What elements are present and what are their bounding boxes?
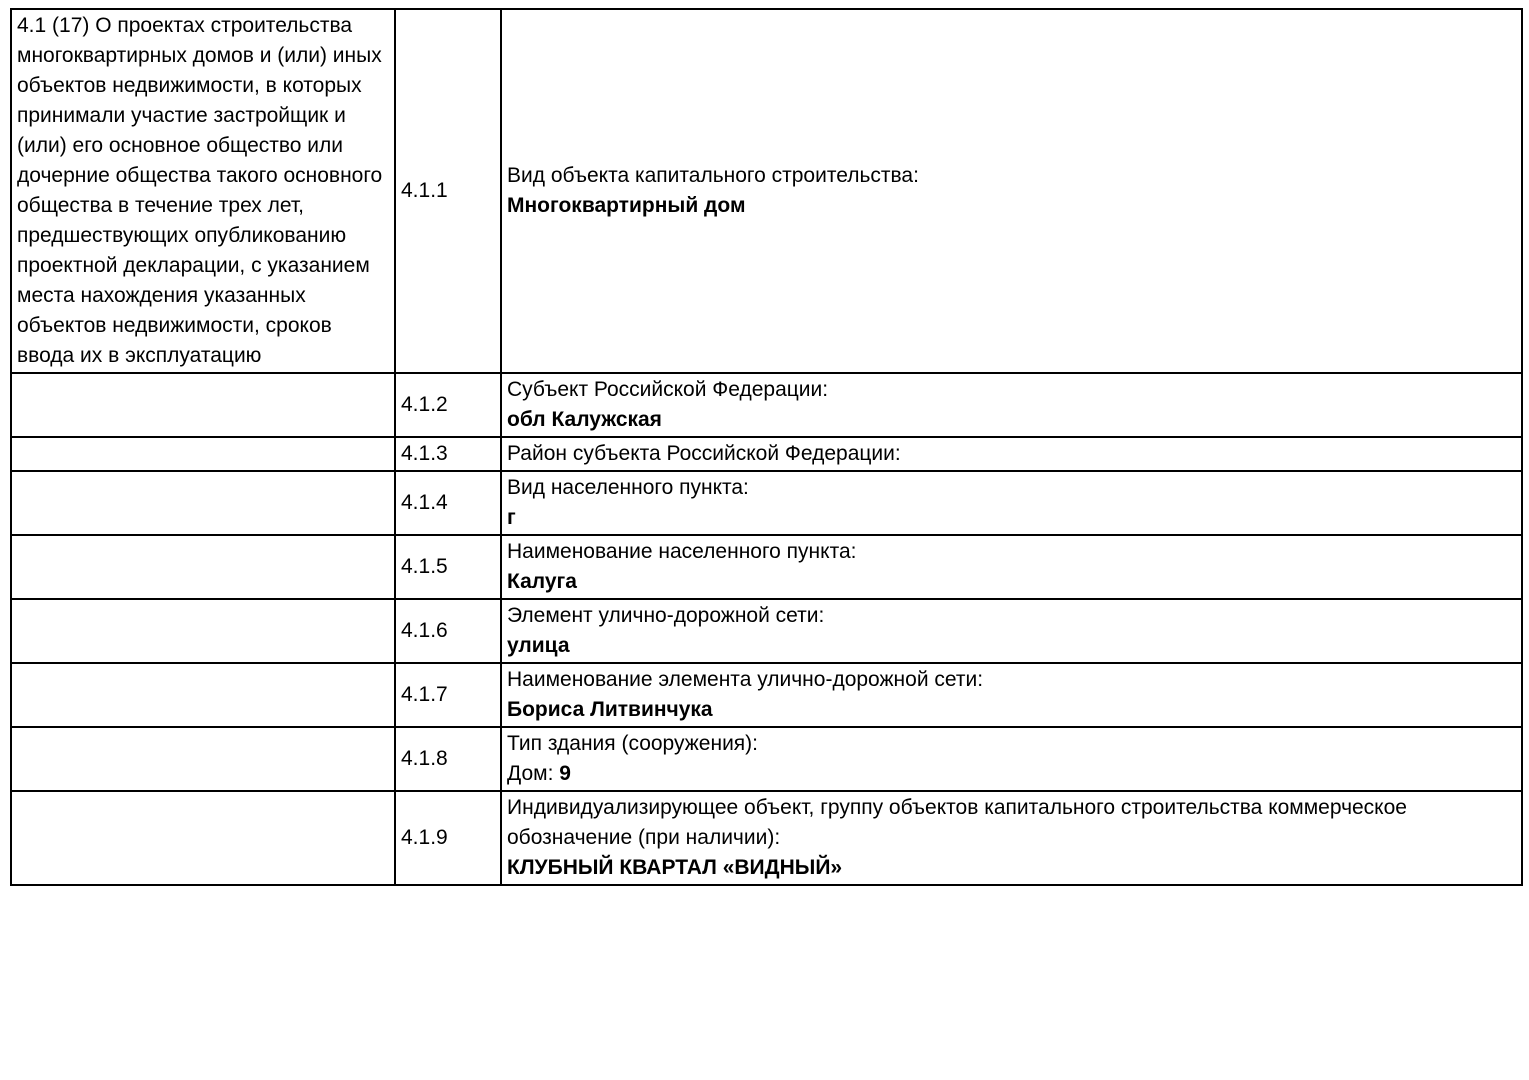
row-code: 4.1.7 [395, 663, 501, 727]
table-row [11, 437, 1522, 471]
empty-description-cell [11, 791, 395, 885]
empty-description-cell [11, 471, 395, 535]
empty-description-cell [11, 663, 395, 727]
field-label: Индивидуализирующее объект, группу объектов капитального строительства коммерческое обозначение (при наличии): [507, 796, 1407, 849]
row-content-cell [501, 727, 1522, 791]
field-value: Бориса Литвинчука [507, 698, 713, 721]
table-row [11, 663, 1522, 727]
field-value: Многоквартирный дом [507, 194, 746, 217]
field-label: Наименование населенного пункта: [507, 540, 857, 563]
row-code: 4.1.9 [395, 791, 501, 885]
empty-description-cell [11, 535, 395, 599]
field-label: Район субъекта Российской Федерации: [507, 442, 901, 465]
row-code: 4.1.5 [395, 535, 501, 599]
row-content-cell [501, 9, 1522, 373]
field-value-line [507, 405, 1516, 435]
empty-description-cell [11, 727, 395, 791]
empty-description-cell [11, 599, 395, 663]
row-content-cell [501, 599, 1522, 663]
field-label: Тип здания (сооружения): [507, 732, 758, 755]
table-row [11, 471, 1522, 535]
field-value-line [507, 503, 1516, 533]
field-value-line [507, 853, 1516, 883]
field-value-line [507, 631, 1516, 661]
table-row [11, 599, 1522, 663]
row-content-cell [501, 663, 1522, 727]
field-value: 9 [559, 762, 571, 785]
row-code: 4.1.6 [395, 599, 501, 663]
field-label: Субъект Российской Федерации: [507, 378, 829, 401]
empty-description-cell [11, 373, 395, 437]
row-content-cell [501, 373, 1522, 437]
field-value: КЛУБНЫЙ КВАРТАЛ «ВИДНЫЙ» [507, 856, 843, 879]
row-code: 4.1.1 [395, 9, 501, 373]
field-value: обл Калужская [507, 408, 662, 431]
table-row [11, 373, 1522, 437]
field-label: Наименование элемента улично-дорожной сети: [507, 668, 984, 691]
project-declaration-table [10, 8, 1523, 886]
row-content-cell [501, 437, 1522, 471]
field-value-prefix: Дом: [507, 762, 560, 785]
table-row [11, 791, 1522, 885]
table-row [11, 727, 1522, 791]
field-value-line [507, 191, 1516, 221]
empty-description-cell [11, 437, 395, 471]
field-value-line [507, 695, 1516, 725]
field-value-line [507, 567, 1516, 597]
row-content-cell [501, 791, 1522, 885]
field-value: г [507, 506, 516, 529]
field-value: улица [507, 634, 570, 657]
row-code: 4.1.2 [395, 373, 501, 437]
field-label: Вид объекта капитального строительства: [507, 164, 919, 187]
field-value-line [507, 759, 1516, 789]
row-code: 4.1.4 [395, 471, 501, 535]
row-content-cell [501, 471, 1522, 535]
field-label: Вид населенного пункта: [507, 476, 749, 499]
section-description-cell [11, 9, 395, 373]
row-content-cell [501, 535, 1522, 599]
section-description: 4.1 (17) О проектах строительства многоквартирных домов и (или) иных объектов недвижимости, в которых принимали участие застройщик и (или) его основное общество или дочерние общества такого основного общества в течение трех лет, предшествующих опубликованию проектной декларации, с указанием места нахождения указанных объектов недвижимости, сроков ввода их в эксплуатацию [17, 14, 383, 367]
table-row [11, 535, 1522, 599]
row-code: 4.1.3 [395, 437, 501, 471]
field-label: Элемент улично-дорожной сети: [507, 604, 825, 627]
field-value: Калуга [507, 570, 577, 593]
row-code: 4.1.8 [395, 727, 501, 791]
table-row [11, 9, 1522, 373]
